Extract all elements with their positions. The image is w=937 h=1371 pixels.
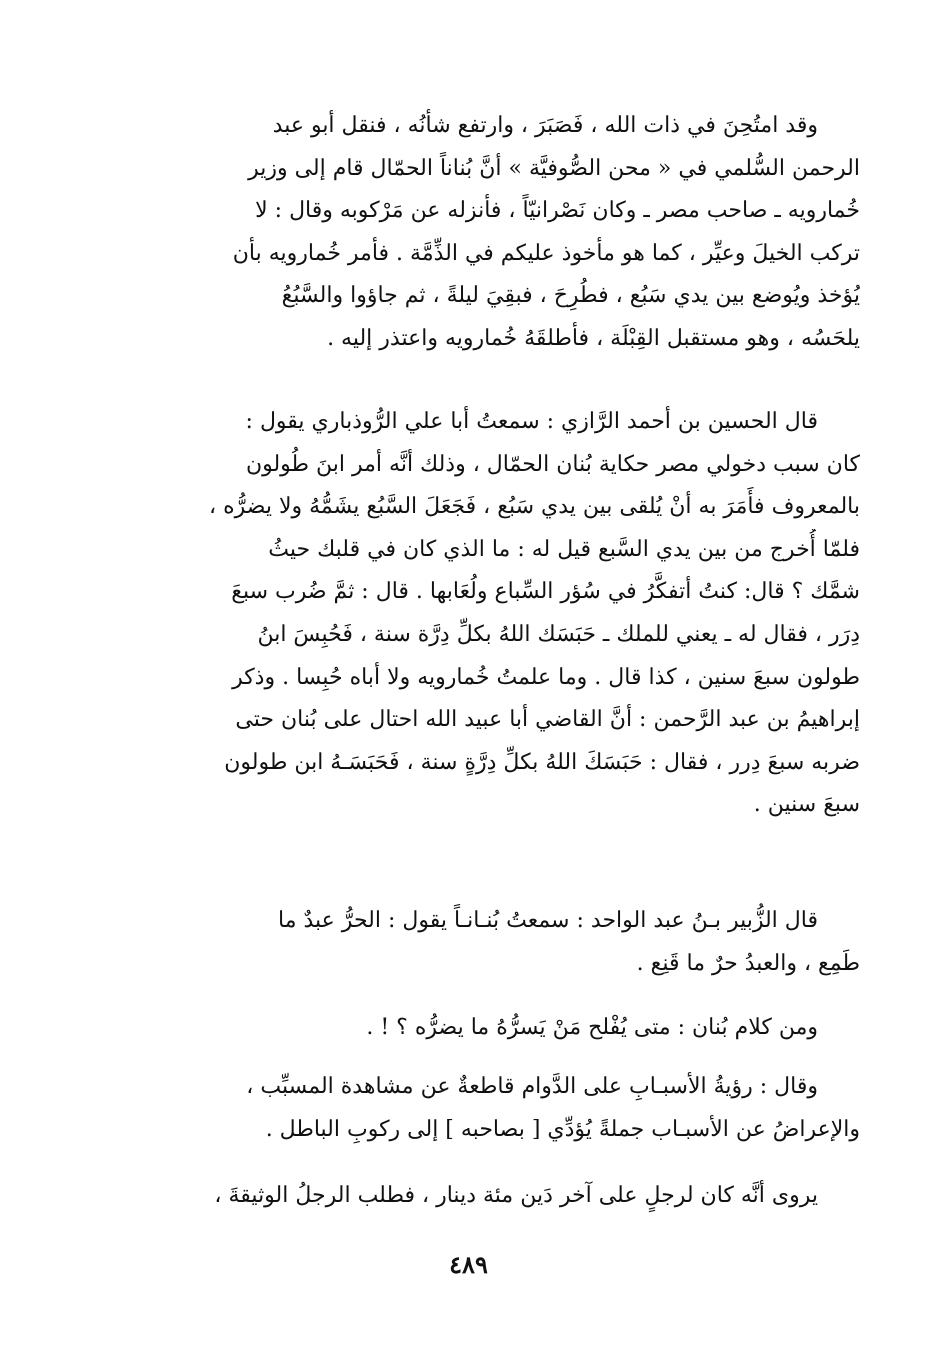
text-line: طَمِع ، والعبدُ حرٌ ما قَنِع . [636,950,860,976]
text-line: تركب الخيلَ وعيِّر ، كما هو مأخوذ عليكم في الذِّمَّة . فأمر خُمارويه بأن [232,240,860,266]
text-line: يُؤخذ ويُوضع بين يدي سَبُع ، فطُرِحَ ، فبقِيَ ليلةً ، ثم جاؤوا والسَّبُعُ [281,283,860,309]
paragraph-3 [160,900,860,985]
text-line: ومن كلام بُنان : متى يُفْلح مَنْ يَسرُّهُ ما يضرُّه ؟ ! . [366,1015,818,1040]
text-line: يروى أنَّه كان لرجلٍ على آخر دَين مئة دينار ، فطلب الرجلُ الوثيقةَ ، [214,1183,818,1208]
text-line: سبعَ سنين . [753,792,860,818]
text-line: بالمعروف فأَمَرَ به أنْ يُلقى بين يدي سَبُع ، فَجَعَلَ السَّبُع يشَمُّهُ ولا يضرُّه ، [209,494,860,520]
text-line: يلحَسُه ، وهو مستقبل القِبْلَة ، فأطلقَهُ خُمارويه واعتذر إليه . [327,325,860,351]
text-line: دِرَر ، فقال له ـ يعني للملك ـ حَبَسَك اللهُ بكلِّ دِرَّة سنة ، فَحُبِسَ ابنُ [257,621,860,647]
paragraph-5 [160,1066,860,1151]
text-line: ضربه سبعَ دِرر ، فقال : حَبَسَكَ اللهُ بكلِّ دِرَّةٍ سنة ، فَحَبَسَـهُ ابن طولون [224,749,860,775]
paragraph-4 [160,1007,860,1050]
text-line: والإعراضُ عن الأسبـاب جملةً يُؤدِّي [ بصاحبه ] إلى ركوبِ الباطل . [265,1116,860,1142]
text-line: قال الحسين بن أحمد الرَّازي : سمعتُ أبا علي الرُّوذباري يقول : [245,409,818,434]
text-line: فلمّا أُخرج من بين يدي السَّبع قيل له : ما الذي كان في قلبك حيثُ [268,536,860,562]
text-line: وقد امتُحِنَ في ذات الله ، فَصَبَرَ ، وارتفع شأنُه ، فنقل أبو عبد [272,113,818,138]
text-line: قال الزُّبير بـنُ عبد الواحد : سمعتُ بُنـانـاً يقول : الحرُّ عبدٌ ما [278,908,818,933]
text-line: طولون سبعَ سنين ، كذا قال . وما علمتُ خُمارويه ولا أباه حُبِسا . وذكر [232,664,860,690]
page-number: ٤٨٩ [449,1250,488,1279]
text-line: إبراهيمُ بن عبد الرَّحمن : أنَّ القاضي أبا عبيد الله احتال على بُنان حتى [235,707,860,733]
text-line: شمَّك ؟ قال: كنتُ أتفكَّرُ في سُؤر السِّباع ولُعَابها . قال : ثمَّ ضُرب سبعَ [231,579,860,605]
paragraph-2 [160,401,860,827]
text-line: خُمارويه ـ صاحب مصر ـ وكان نَصْرانيّاً ، فأنزله عن مَرْكوبه وقال : لا [255,198,860,224]
paragraph-1 [160,105,860,361]
text-line: كان سبب دخولي مصر حكاية بُنان الحمّال ، وذلك أنَّه أمر ابنَ طُولون [245,451,860,477]
text-line: وقال : رؤيةُ الأسبـابِ على الدَّوام قاطعةٌ عن مشاهدة المسبِّب ، [246,1074,818,1099]
paragraph-6 [160,1175,860,1218]
text-line: الرحمن السُّلمي في « محن الصُّوفيَّة » أنَّ بُناناً الحمّال قام إلى وزير [248,155,860,181]
